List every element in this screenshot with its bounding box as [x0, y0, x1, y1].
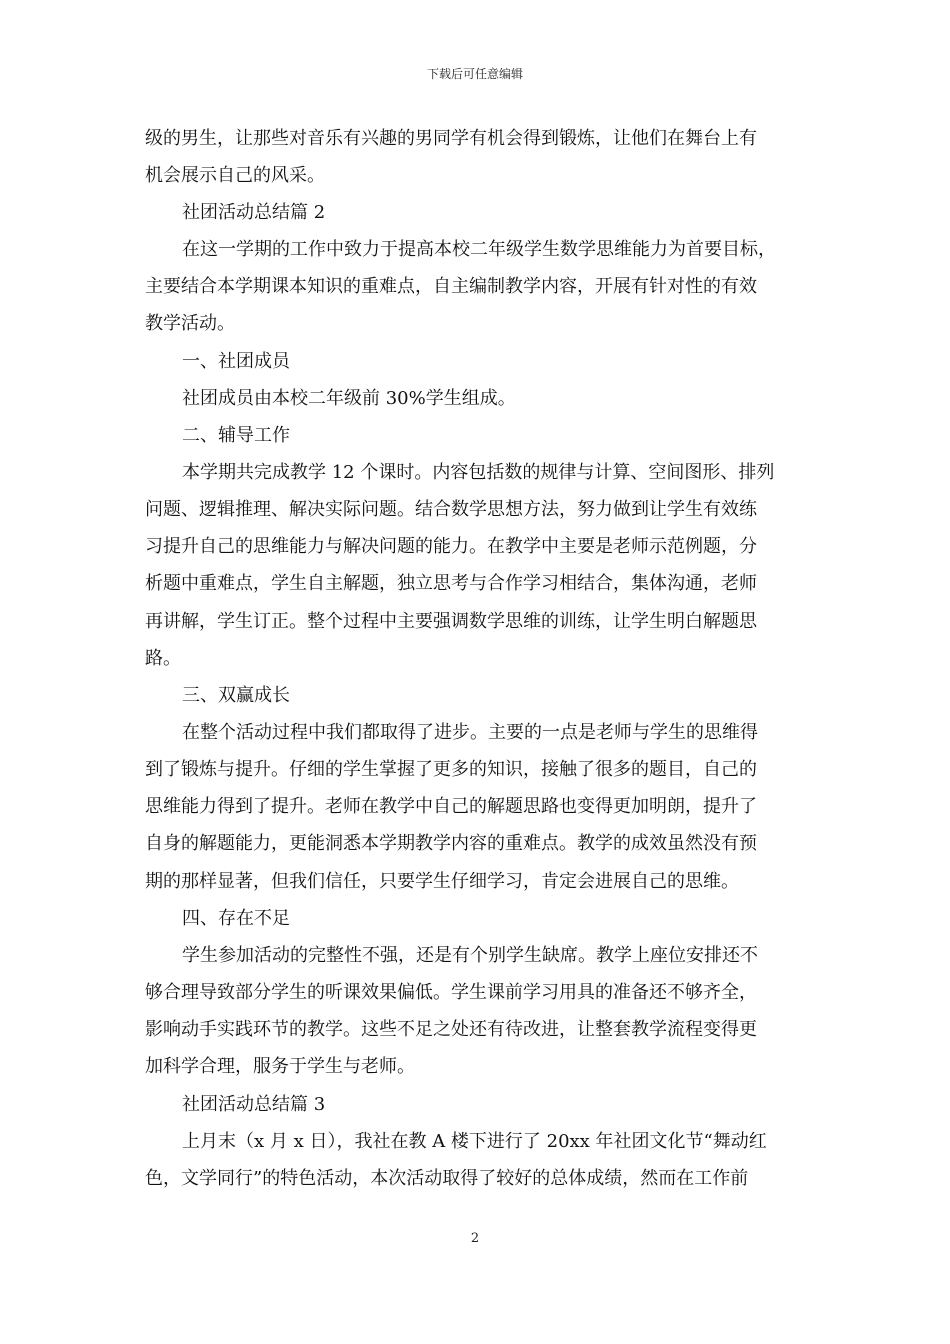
- body-text-line: 路。: [145, 648, 181, 669]
- subheading: 一、社团成员: [182, 351, 290, 372]
- body-text-line: 主要结合本学期课本知识的重难点，自主编制教学内容，开展有针对性的有效: [145, 276, 757, 297]
- body-text-line: 影响动手实践环节的教学。这些不足之处还有待改进，让整套教学流程变得更: [145, 1019, 757, 1040]
- body-text-line: 思维能力得到了提升。老师在教学中自己的解题思路也变得更加明朗，提升了: [145, 796, 757, 817]
- body-text-line: 机会展示自己的风采。: [145, 165, 325, 186]
- body-text-line: 色，文学同行”的特色活动，本次活动取得了较好的总体成绩，然而在工作前: [145, 1168, 749, 1189]
- body-text-line: 习提升自己的思维能力与解决问题的能力。在教学中主要是老师示范例题，分: [145, 536, 757, 557]
- paragraph-first-line: 社团成员由本校二年级前 30%学生组成。: [182, 388, 516, 409]
- subheading: 二、辅导工作: [182, 425, 290, 446]
- body-text-line: 期的那样显著，但我们信任，只要学生仔细学习，肯定会进展自己的思维。: [145, 871, 739, 892]
- paragraph-first-line: 本学期共完成教学 12 个课时。内容包括数的规律与计算、空间图形、排列: [182, 462, 775, 483]
- subheading: 四、存在不足: [182, 908, 290, 929]
- body-text-line: 加科学合理，服务于学生与老师。: [145, 1056, 415, 1077]
- paragraph-first-line: 在整个活动过程中我们都取得了进步。主要的一点是老师与学生的思维得: [182, 722, 758, 743]
- body-text-line: 析题中重难点，学生自主解题，独立思考与合作学习相结合，集体沟通，老师: [145, 573, 757, 594]
- page-header: 下载后可任意编辑: [426, 67, 523, 81]
- body-text-line: 教学活动。: [145, 313, 235, 334]
- body-text-line: 级的男生，让那些对音乐有兴趣的男同学有机会得到锻炼，让他们在舞台上有: [145, 128, 757, 149]
- page-number: 2: [470, 1231, 480, 1246]
- body-text-line: 自身的解题能力，更能洞悉本学期教学内容的重难点。教学的成效虽然没有预: [145, 833, 757, 854]
- paragraph-first-line: 学生参加活动的完整性不强，还是有个别学生缺席。教学上座位安排还不: [182, 945, 758, 966]
- body-text-line: 够合理导致部分学生的听课效果偏低。学生课前学习用具的准备还不够齐全，: [145, 982, 757, 1003]
- section-title: 社团活动总结篇 2: [182, 202, 326, 223]
- section-title: 社团活动总结篇 3: [182, 1094, 326, 1115]
- body-text-line: 到了锻炼与提升。仔细的学生掌握了更多的知识，接触了很多的题目，自己的: [145, 759, 757, 780]
- subheading: 三、双赢成长: [182, 685, 290, 706]
- body-text-line: 问题、逻辑推理、解决实际问题。结合数学思想方法，努力做到让学生有效练: [145, 499, 757, 520]
- body-text-line: 再讲解，学生订正。整个过程中主要强调数学思维的训练，让学生明白解题思: [145, 611, 757, 632]
- paragraph-first-line: 上月末（x 月 x 日），我社在教 A 楼下进行了 20xx 年社团文化节“舞动红: [182, 1131, 767, 1152]
- paragraph-first-line: 在这一学期的工作中致力于提高本校二年级学生数学思维能力为首要目标，: [182, 239, 776, 260]
